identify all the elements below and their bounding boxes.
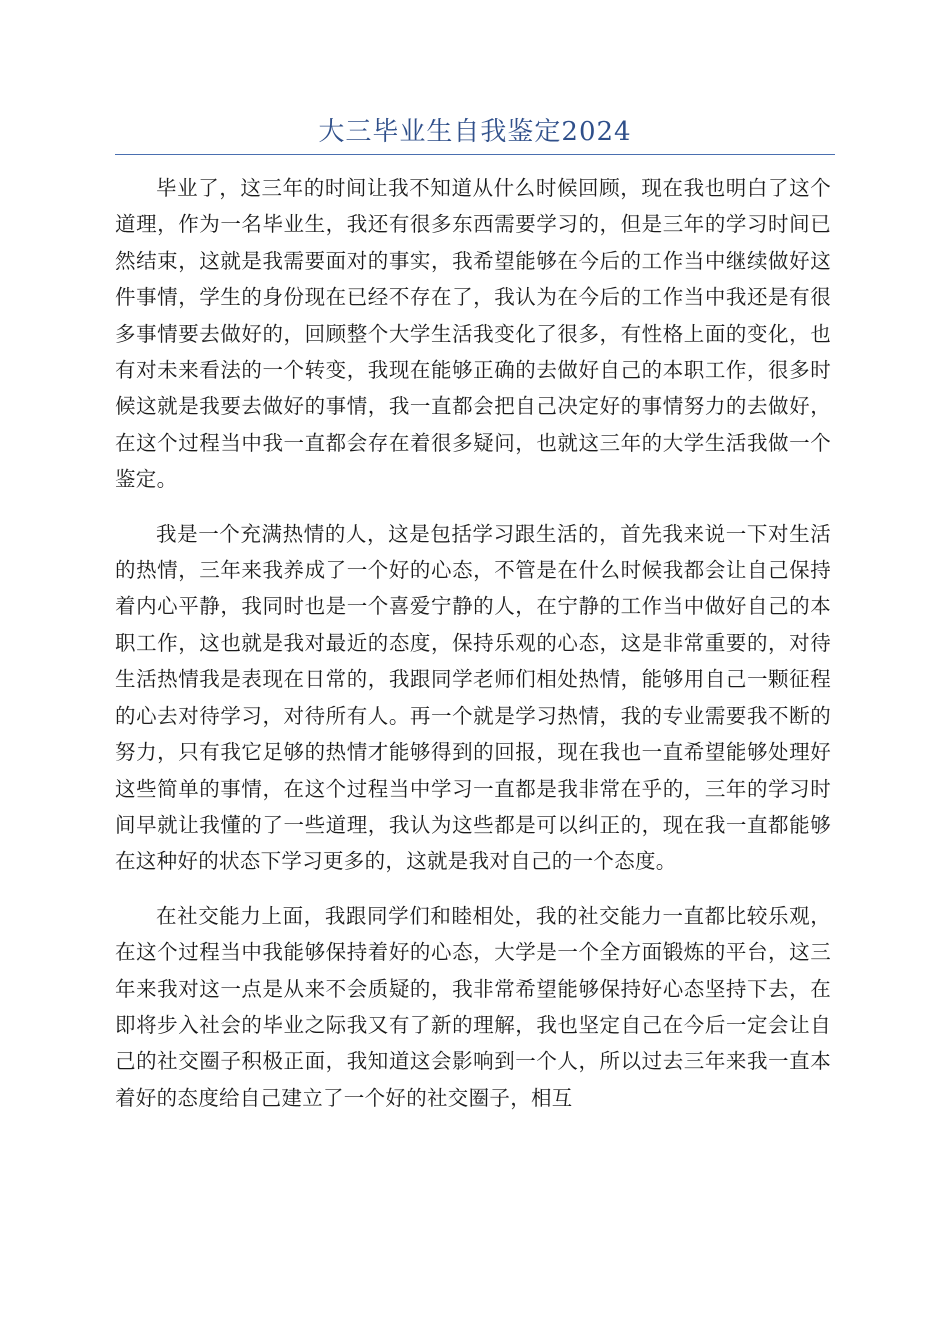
paragraph-3: 在社交能力上面，我跟同学们和睦相处，我的社交能力一直都比较乐观，在这个过程当中我能够保持着好的心态，大学是一个全方面锻炼的平台，这三年来我对这一点是从来不会质疑的，我非常希望能够保持好心态坚持下去，在即将步入社会的毕业之际我又有了新的理解，我也坚定自己在今后一定会让自己的社交圈子积极正面，我知道这会影响到一个人，所以过去三年来我一直本着好的态度给自己建立了一个好的社交圈子，相互 (115, 903, 831, 1110)
title-underline (115, 154, 835, 155)
paragraph-2: 我是一个充满热情的人，这是包括学习跟生活的，首先我来说一下对生活的热情，三年来我养成了一个好的心态，不管是在什么时候我都会让自己保持着内心平静，我同时也是一个喜爱宁静的人，在宁静的工作当中做好自己的本职工作，这也就是我对最近的态度，保持乐观的心态，这是非常重要的，对待生活热情我是表现在日常的，我跟同学老师们相处热情，能够用自己一颗征程的心去对待学习，对待所有人。再一个就是学习热情，我的专业需要我不断的努力，只有我它足够的热情才能够得到的回报，现在我也一直希望能够处理好这些简单的事情，在这个过程当中学习一直都是我非常在乎的，三年的学习时间早就让我懂的了一些道理，我认为这些都是可以纠正的，现在我一直都能够在这种好的状态下学习更多的，这就是我对自己的一个态度。 (115, 521, 831, 874)
document-body (115, 170, 831, 1134)
document-title: 大三毕业生自我鉴定2024 (318, 117, 632, 147)
paragraph-1: 毕业了，这三年的时间让我不知道从什么时候回顾，现在我也明白了这个道理，作为一名毕业生，我还有很多东西需要学习的，但是三年的学习时间已然结束，这就是我需要面对的事实，我希望能够在今后的工作当中继续做好这件事情，学生的身份现在已经不存在了，我认为在今后的工作当中我还是有很多事情要去做好的，回顾整个大学生活我变化了很多，有性格上面的变化，也有对未来看法的一个转变，我现在能够正确的去做好自己的本职工作，很多时候这就是我要去做好的事情，我一直都会把自己决定好的事情努力的去做好，在这个过程当中我一直都会存在着很多疑问，也就这三年的大学生活我做一个鉴定。 (115, 176, 831, 492)
